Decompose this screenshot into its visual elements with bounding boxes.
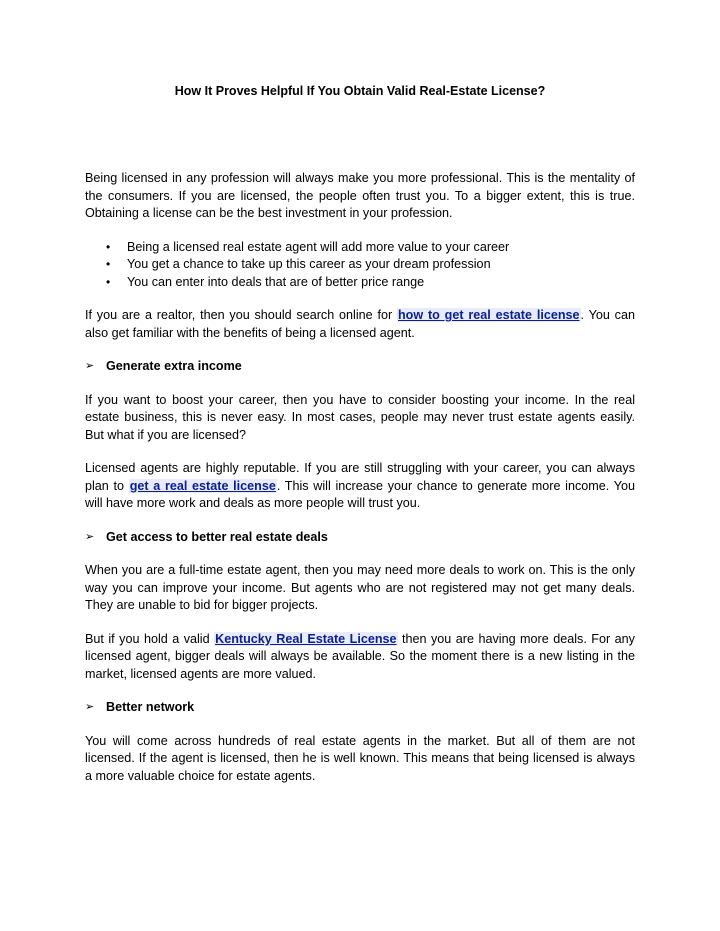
section-heading-text: Generate extra income [106,359,242,374]
section-heading-text: Get access to better real estate deals [106,529,328,544]
realtor-paragraph: If you are a realtor, then you should search online for how to get real estate license. You can also get familiar with the benefits of being a licensed agent. [85,308,635,340]
list-item-text: You can enter into deals that are of better price range [127,274,425,289]
section-heading-deals [85,529,635,547]
list-item-text: Being a licensed real estate agent will add more value to your career [127,239,510,254]
list-item [85,274,635,292]
bullet-icon: • [106,257,111,272]
benefit-list [85,239,635,292]
arrow-bullet-icon: ➢ [85,701,95,714]
how-to-get-license-link[interactable]: how to get real estate license [397,308,580,323]
list-item [85,239,635,257]
document-title: How It Proves Helpful If You Obtain Valid Real-Estate License? [174,84,546,98]
document-body [85,170,635,785]
list-item [85,256,635,274]
bullet-icon: • [106,274,111,289]
arrow-bullet-icon: ➢ [85,360,95,373]
arrow-bullet-icon: ➢ [85,530,95,543]
income-paragraph-2: Licensed agents are highly reputable. If you are still struggling with your career, you can always plan to get a real estate license. This will increase your chance to generate more income. You will have more work and deals as more people will trust you. [85,461,635,511]
section-heading-text: Better network [106,700,195,715]
deals-paragraph-2: But if you hold a valid Kentucky Real Estate License then you are having more deals. For any licensed agent, bigger deals will always be available. So the moment there is a new listing in the market, licensed agents are more valued. [85,631,635,681]
deals-paragraph-1: When you are a full-time estate agent, then you may need more deals to work on. This is the only way you can improve your income. But agents who are not registered may not get many deals. They are unable to bid for bigger projects. [85,563,635,613]
section-heading-income [85,358,635,376]
income-paragraph-1: If you want to boost your career, then you have to consider boosting your income. In the real estate business, this is never easy. In most cases, people may never trust estate agents easily. But what if you are licensed? [85,392,635,442]
network-paragraph: You will come across hundreds of real estate agents in the market. But all of them are not licensed. If the agent is licensed, then he is well known. This means that being licensed is always a more valuable choice for estate agents. [85,733,635,783]
bullet-icon: • [106,239,111,254]
list-item-text: You get a chance to take up this career as your dream profession [127,257,491,272]
section-heading-network [85,699,635,717]
get-license-link[interactable]: get a real estate license [129,478,276,493]
kentucky-license-link[interactable]: Kentucky Real Estate License [215,631,397,646]
intro-paragraph: Being licensed in any profession will always make you more professional. This is the mentality of the consumers. If you are licensed, the people often trust you. To a bigger extent, this is true. Obtaining a license can be the best investment in your profession. [85,171,635,221]
